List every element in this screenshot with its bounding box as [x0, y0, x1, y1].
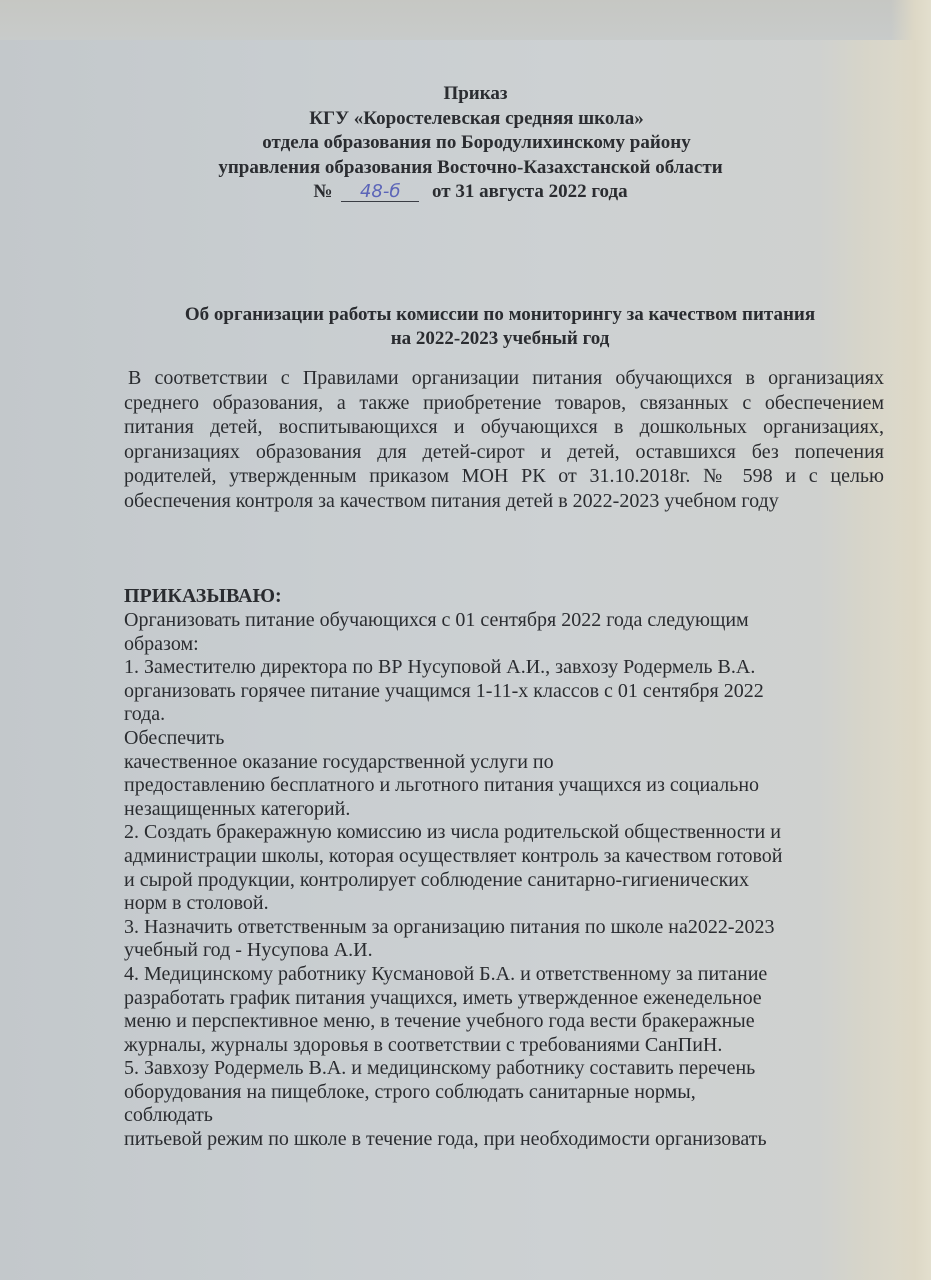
item-line: 5. Завхозу Родермель В.А. и медицинскому работнику составить перечень [124, 1057, 756, 1080]
intro-line: образом: [124, 632, 199, 655]
item-line: года. [124, 703, 166, 726]
item-line: 1. Заместителю директора по ВР Нусуповой А.И., завхозу Родермель В.А. [124, 656, 756, 679]
item-line: учебный год - Нусупова А.И. [124, 939, 373, 962]
item-line: незащищенных категорий. [124, 797, 351, 820]
organization-name: КГУ «Коростелевская средняя школа» [309, 107, 644, 129]
item-line: качественное оказание государственной услуги по [124, 750, 554, 773]
item-line: журналы, журналы здоровья в соответствии с требованиями СанПиН. [124, 1033, 723, 1056]
item-line: норм в столовой. [124, 892, 269, 915]
item-line: оборудования на пищеблоке, строго соблюдать санитарные нормы, [124, 1080, 696, 1103]
orders-heading: ПРИКАЗЫВАЮ: [124, 585, 282, 607]
order-item-3 [124, 916, 894, 963]
item-line: 3. Назначить ответственным за организацию питания по школе на2022-2023 [124, 915, 775, 938]
order-item-1 [124, 656, 894, 821]
item-line: разработать график питания учащихся, иметь утвержденное еженедельное [124, 986, 762, 1009]
subject-line-1: Об организации работы комиссии по мониторингу за качеством питания [184, 304, 816, 325]
number-sign: № [313, 181, 333, 202]
document-header [0, 82, 931, 205]
item-line: соблюдать [124, 1104, 213, 1127]
document-title: Приказ [443, 83, 508, 104]
item-line: меню и перспективное меню, в течение учебного года вести бракеражные [124, 1010, 755, 1033]
item-line: организовать горячее питание учащимся 1-11-х классов с 01 сентября 2022 [124, 679, 764, 702]
preamble-paragraph: В соответствии с Правилами организации питания обучающихся в организациях среднего образования, а также приобретение товаров, связанных с обеспечением питания детей, воспитывающихся и обучающихся в дошкольных организациях, организациях образования для детей-сирот и детей, оставшихся без попечения родителей, утвержденным приказом МОН РК от 31.10.2018г. № 598 и с целью обеспечения контроля за качеством питания детей в 2022-2023 учебном году [124, 367, 884, 512]
order-item-2 [124, 821, 894, 915]
administration-name: управления образования Восточно-Казахстанской области [218, 156, 723, 178]
order-subject [100, 303, 900, 351]
item-line: Обеспечить [124, 726, 225, 749]
item-line: 2. Создать бракеражную комиссию из числа родительской общественности и [124, 821, 781, 844]
handwritten-order-number: 48-б [341, 183, 419, 202]
subject-line-2: на 2022-2023 учебный год [390, 328, 610, 349]
order-item-4 [124, 963, 894, 1057]
department-name: отдела образования по Бородулихинскому району [262, 132, 691, 153]
item-line: 4. Медицинскому работнику Кусмановой Б.А. и ответственному за питание [124, 962, 768, 985]
intro-line: Организовать питание обучающихся с 01 сентября 2022 года следующим [124, 609, 749, 631]
item-line: питьевой режим по школе в течение года, при необходимости организовать [124, 1128, 767, 1151]
item-line: и сырой продукции, контролирует соблюдение санитарно-гигиенических [124, 868, 749, 891]
order-item-5 [124, 1057, 894, 1151]
item-line: администрации школы, которая осуществляет контроль за качеством готовой [124, 844, 783, 867]
order-body [124, 584, 894, 1152]
item-line: предоставлению бесплатного и льготного питания учащихся из социально [124, 774, 760, 797]
order-number-line [10, 180, 931, 205]
order-date: от 31 августа 2022 года [431, 181, 628, 202]
